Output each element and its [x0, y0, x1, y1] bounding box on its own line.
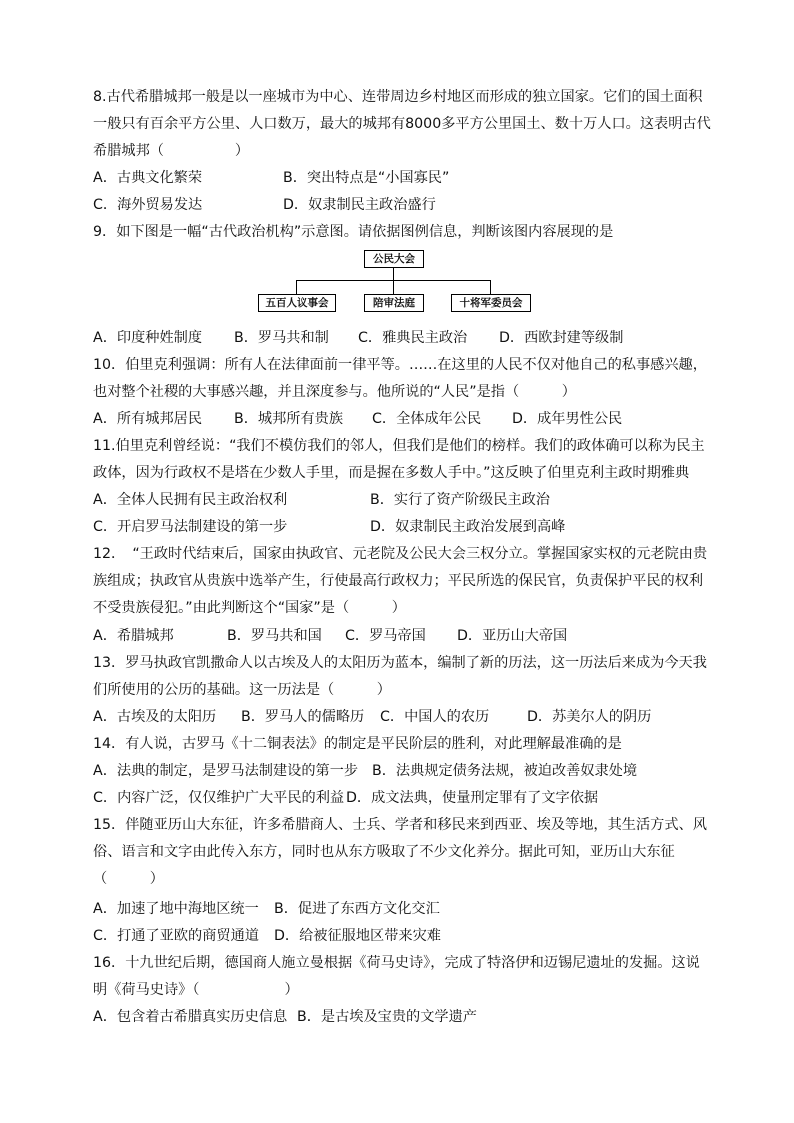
q8-option-c: C．海外贸易发达 [93, 197, 203, 213]
q14-option-c: C．内容广泛，仅仅维护广大平民的利益 [93, 790, 345, 806]
q11-option-d: D．奴隶制民主政治发展到高峰 [370, 519, 566, 535]
q14-option-a: A．法典的制定，是罗马法制建设的第一步 [93, 763, 359, 779]
q14-line-1: 14．有人说，古罗马《十二铜表法》的制定是平民阶层的胜利，对此理解最准确的是 [93, 736, 622, 752]
diagram-connector [393, 280, 394, 294]
q8-line-1: 8.古代希腊城邦一般是以一座城市为中心、连带周边乡村地区而形成的独立国家。它们的国土面积 [93, 89, 703, 105]
q15-option-d: D．给被征服地区带来灾难 [274, 928, 441, 944]
diagram-connector [490, 280, 491, 294]
q16-option-b: B．是古埃及宝贵的文学遗产 [297, 1009, 477, 1025]
q10-option-b: B．城邦所有贵族 [234, 411, 344, 427]
diagram-box-generals: 十将军委员会 [451, 294, 531, 312]
politics-diagram [255, 248, 535, 320]
q15-line-2: 俗、语言和文字由此传入东方，同时也从东方吸取了不少文化养分。据此可知，亚历山大东征 [93, 844, 675, 860]
q16-option-a: A．包含着古希腊真实历史信息 [93, 1009, 288, 1025]
q15-option-a: A．加速了地中海地区统一 [93, 901, 259, 917]
q10-option-d: D．成年男性公民 [512, 411, 623, 427]
diagram-box-assembly: 公民大会 [364, 250, 424, 268]
q15-line-3: （ ） [93, 871, 164, 887]
q11-option-c: C．开启罗马法制建设的第一步 [93, 519, 288, 535]
q10-line-1: 10．伯里克利强调：所有人在法律面前一律平等。……在这里的人民不仅对他自己的私事感兴趣， [93, 357, 707, 373]
q10-option-a: A．所有城邦居民 [93, 411, 203, 427]
diagram-connector [393, 267, 394, 280]
q12-line-2: 族组成；执政官从贵族中选举产生，行使最高行政权力；平民所选的保民官，负责保护平民的权利 [93, 573, 704, 589]
q8-option-a: A．古典文化繁荣 [93, 170, 203, 186]
q8-option-d: D．奴隶制民主政治盛行 [283, 197, 436, 213]
q13-line-1: 13．罗马执政官凯撒命人以古埃及人的太阳历为蓝本，编制了新的历法，这一历法后来成为今天我 [93, 655, 707, 671]
q13-line-2: 们所使用的公历的基础。这一历法是（ ） [93, 682, 391, 698]
q14-option-b: B．法典规定债务法规，被迫改善奴隶处境 [372, 763, 638, 779]
q8-option-b: B．突出特点是“小国寡民” [283, 170, 450, 186]
q12-option-d: D．亚历山大帝国 [457, 628, 568, 644]
q12-line-1: 12． “王政时代结束后，国家由执政官、元老院及公民大会三权分立。掌握国家实权的元老院由贵 [93, 546, 708, 562]
q15-option-c: C．打通了亚欧的商贸通道 [93, 928, 259, 944]
q9-option-c: C．雅典民主政治 [358, 330, 468, 346]
q10-line-2: 也对整个社稷的大事感兴趣，并且深度参与。他所说的“人民”是指（ ） [93, 384, 576, 400]
q16-line-2: 明《荷马史诗》（ ） [93, 982, 299, 998]
q9-line-1: 9．如下图是一幅“古代政治机构”示意图。请依据图例信息，判断该图内容展现的是 [93, 224, 614, 240]
diagram-box-council: 五百人议事会 [258, 294, 336, 312]
q12-option-b: B．罗马共和国 [227, 628, 322, 644]
q11-line-1: 11.伯里克利曾经说：“我们不模仿我们的邻人，但我们是他们的榜样。我们的政体确可以称为民主 [93, 438, 705, 454]
q12-option-a: A．希腊城邦 [93, 628, 174, 644]
q9-option-d: D．西欧封建等级制 [499, 330, 624, 346]
q11-option-a: A．全体人民拥有民主政治权利 [93, 492, 288, 508]
diagram-connector [296, 280, 297, 294]
q8-line-2: 一般只有百余平方公里、人口数万，最大的城邦有8000多平方公里国土、数十万人口。这表明古代 [93, 116, 711, 132]
q9-option-a: A．印度种姓制度 [93, 330, 203, 346]
q10-option-c: C．全体成年公民 [372, 411, 482, 427]
q13-option-a: A．古埃及的太阳历 [93, 709, 217, 725]
q13-option-d: D．苏美尔人的阴历 [527, 709, 652, 725]
q14-option-d: D．成文法典，使量刑定罪有了文字依据 [346, 790, 599, 806]
q15-option-b: B．促进了东西方文化交汇 [274, 901, 440, 917]
q15-line-1: 15．伴随亚历山大东征，许多希腊商人、士兵、学者和移民来到西亚、埃及等地，其生活方式、风 [93, 817, 707, 833]
q11-line-2: 政体，因为行政权不是塔在少数人手里，而是握在多数人手中。”这反映了伯里克利主政时期雅典 [93, 465, 690, 481]
q12-line-3: 不受贵族侵犯。”由此判断这个“国家”是（ ） [93, 600, 406, 616]
q9-option-b: B．罗马共和制 [234, 330, 329, 346]
q13-option-c: C．中国人的农历 [380, 709, 490, 725]
q8-line-3: 希腊城邦（ ） [93, 143, 250, 159]
q16-line-1: 16．十九世纪后期，德国商人施立曼根据《荷马史诗》，完成了特洛伊和迈锡尼遗址的发掘。这说 [93, 955, 700, 971]
diagram-box-court: 陪审法庭 [364, 294, 424, 312]
q12-option-c: C．罗马帝国 [345, 628, 426, 644]
q13-option-b: B．罗马人的儒略历 [241, 709, 365, 725]
q11-option-b: B．实行了资产阶级民主政治 [370, 492, 550, 508]
